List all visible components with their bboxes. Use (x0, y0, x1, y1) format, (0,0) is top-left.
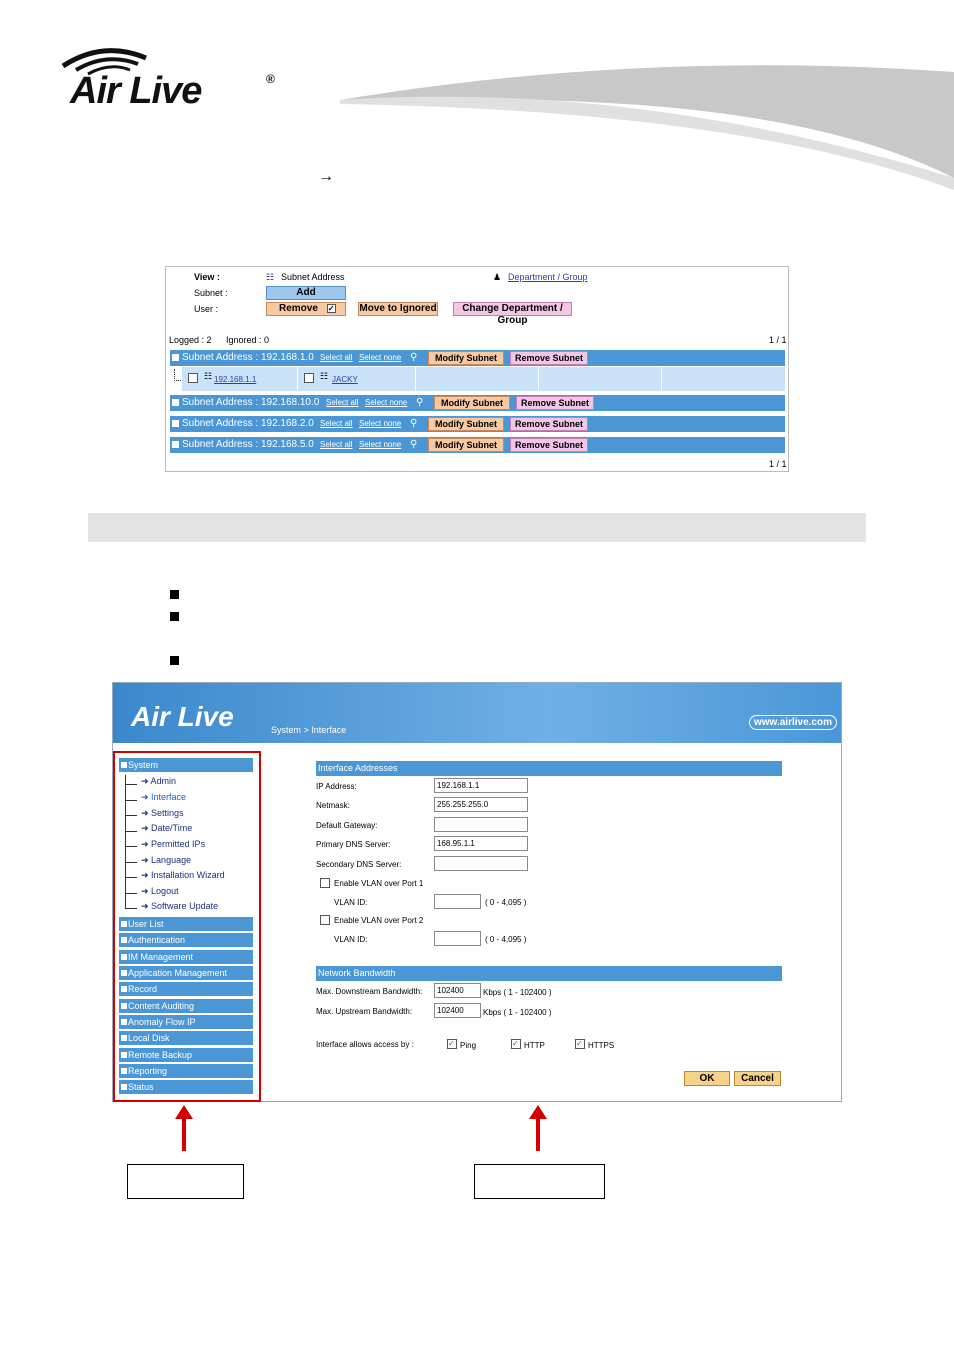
vlan-id-input[interactable] (434, 894, 481, 909)
menu-record[interactable]: Record (119, 982, 253, 997)
ip-address-label: IP Address: (316, 782, 357, 791)
collapse-icon[interactable] (172, 399, 179, 406)
gateway-label: Default Gateway: (316, 821, 378, 830)
menu-status[interactable]: Status (119, 1080, 253, 1095)
logged-count: Logged : 2 (169, 335, 212, 345)
subnet-row (170, 437, 785, 453)
user-icon: ☷ (320, 371, 329, 381)
page-indicator-top: 1 / 1 (769, 335, 787, 345)
breadcrumb: System > Interface (271, 725, 347, 735)
subnet-row-label: Subnet Address : 192.168.5.0 (182, 439, 314, 450)
subnet-row (170, 416, 785, 432)
submenu-language[interactable]: ➜ Language (141, 855, 192, 865)
user-icon: ☷ (204, 371, 213, 381)
user-row (182, 367, 785, 391)
divider (661, 367, 662, 391)
primary-dns-label: Primary DNS Server: (316, 840, 391, 849)
submenu-interface[interactable]: ➜ Interface (141, 792, 187, 802)
ignored-count: Ignored : 0 (226, 335, 270, 345)
tree-line (125, 863, 137, 878)
collapse-icon[interactable] (172, 354, 179, 361)
subnet-view-screenshot (165, 266, 789, 472)
submenu-installation-wizard[interactable]: ➜ Installation Wizard (141, 870, 225, 880)
user-link[interactable]: 192.168.1.1 (214, 375, 257, 384)
access-label: Interface allows access by : (316, 1040, 414, 1049)
downstream-label: Max. Downstream Bandwidth: (316, 987, 423, 996)
department-link[interactable]: Department / Group (508, 272, 588, 282)
divider (538, 367, 539, 391)
select-all-link[interactable]: Select all (326, 398, 359, 407)
menu-label-box (127, 1164, 244, 1199)
select-all-link[interactable]: Select all (320, 440, 353, 449)
modify-subnet-button[interactable]: Modify Subnet (428, 417, 504, 431)
subnet-row-label: Subnet Address : 192.168.10.0 (182, 397, 320, 408)
remove-checkbox[interactable]: ✓ (327, 303, 335, 313)
bullet-icon (170, 612, 179, 621)
menu-local-disk[interactable]: Local Disk (119, 1031, 253, 1046)
select-none-link[interactable]: Select none (365, 398, 408, 407)
bullet-icon (170, 656, 179, 665)
remove-button[interactable] (266, 302, 346, 316)
select-all-link[interactable]: Select all (320, 353, 353, 362)
netmask-label: Netmask: (316, 801, 350, 810)
netmask-input[interactable]: 255.255.255.0 (434, 797, 528, 812)
group-icon: ♟ (493, 272, 502, 282)
upstream-range: Kbps ( 1 - 102400 ) (483, 1008, 552, 1017)
header-swoosh (340, 60, 954, 190)
interface-screenshot (112, 682, 842, 1102)
tree-line (125, 785, 137, 801)
view-label: View : (194, 272, 220, 282)
subnet-row-label: Subnet Address : 192.168.2.0 (182, 418, 314, 429)
search-icon[interactable]: ⚲ (416, 397, 424, 408)
subnet-row (170, 395, 785, 411)
airlive-logo (58, 44, 288, 114)
ping-label: Ping (460, 1041, 477, 1050)
modify-subnet-button[interactable]: Modify Subnet (428, 351, 504, 365)
subnet-label: Subnet : (194, 288, 228, 298)
ip-address-input[interactable]: 192.168.1.1 (434, 778, 528, 793)
ok-button[interactable]: OK (684, 1071, 730, 1086)
tree-line (125, 816, 137, 832)
submenu-logout[interactable]: ➜ Logout (141, 886, 179, 896)
vlan-port1-label: Enable VLAN over Port 1 (334, 879, 424, 888)
move-to-ignored-button[interactable]: Move to Ignored (359, 303, 437, 314)
arrow-shaft (182, 1117, 186, 1151)
main-label-box (474, 1164, 605, 1199)
page-indicator-bottom: 1 / 1 (769, 459, 787, 469)
subnet-row-label: Subnet Address : 192.168.1.0 (182, 352, 314, 363)
ping-checkbox[interactable]: ✓ (447, 1039, 457, 1049)
menu-content-auditing[interactable]: Content Auditing (119, 999, 253, 1014)
http-label: HTTP (524, 1041, 545, 1050)
vlan-id-label: VLAN ID: (334, 935, 368, 944)
secondary-dns-label: Secondary DNS Server: (316, 860, 402, 869)
tree-line (125, 832, 137, 847)
add-button[interactable]: Add (266, 286, 346, 300)
remove-subnet-button[interactable]: Remove Subnet (510, 351, 588, 365)
arrow-shaft (536, 1117, 540, 1151)
subnet-address-link[interactable]: Subnet Address (281, 272, 345, 282)
menu-reporting[interactable]: Reporting (119, 1064, 253, 1079)
user-checkbox[interactable] (188, 373, 198, 383)
user-link[interactable]: JACKY (332, 375, 358, 384)
collapse-icon[interactable] (172, 441, 179, 448)
tree-line (174, 369, 181, 381)
gateway-input[interactable] (434, 817, 528, 832)
submenu-admin[interactable]: ➜ Admin (141, 776, 177, 786)
select-none-link[interactable]: Select none (359, 353, 402, 362)
interface-addresses-header: Interface Addresses (316, 761, 782, 776)
menu-application-management[interactable]: Application Management (119, 966, 253, 981)
secondary-dns-input[interactable] (434, 856, 528, 871)
menu-authentication[interactable]: Authentication (119, 933, 253, 948)
arrow-right-icon: → (318, 168, 334, 185)
submenu-date-time[interactable]: ➜ Date/Time (141, 823, 193, 833)
tree-line (125, 894, 137, 909)
https-checkbox[interactable]: ✓ (575, 1039, 585, 1049)
collapse-icon[interactable] (172, 420, 179, 427)
vlan-port2-checkbox[interactable] (320, 915, 330, 925)
vlan-range-label: ( 0 - 4,095 ) (485, 898, 527, 907)
registered-mark: ® (266, 72, 275, 86)
network-bandwidth-header: Network Bandwidth (316, 966, 782, 981)
subnet-row (170, 350, 785, 366)
vlan-id-input[interactable] (434, 931, 481, 946)
vlan-range-label: ( 0 - 4,095 ) (485, 935, 527, 944)
app-header (113, 683, 841, 743)
remove-subnet-button[interactable]: Remove Subnet (516, 396, 594, 410)
search-icon[interactable]: ⚲ (410, 352, 418, 363)
upstream-label: Max. Upstream Bandwidth: (316, 1007, 413, 1016)
tree-line (125, 847, 137, 863)
remove-button-label: Remove (279, 303, 318, 314)
network-icon: ☷ (266, 272, 275, 282)
cancel-button[interactable]: Cancel (734, 1071, 781, 1086)
select-none-link[interactable]: Select none (359, 419, 402, 428)
primary-dns-input[interactable]: 168.95.1.1 (434, 836, 528, 851)
search-icon[interactable]: ⚲ (410, 439, 418, 450)
change-department-button[interactable]: Change Department / Group (453, 302, 572, 316)
submenu-software-update[interactable]: ➜ Software Update (141, 901, 219, 911)
submenu-permitted-ips[interactable]: ➜ Permitted IPs (141, 839, 206, 849)
user-label: User : (194, 304, 219, 314)
remove-subnet-button[interactable]: Remove Subnet (510, 438, 588, 452)
tree-line (125, 878, 137, 894)
submenu-settings[interactable]: ➜ Settings (141, 808, 184, 818)
divider (415, 367, 416, 391)
logo-text: Air Live (70, 70, 202, 112)
tree-line (125, 775, 137, 785)
vlan-id-label: VLAN ID: (334, 898, 368, 907)
downstream-range: Kbps ( 1 - 102400 ) (483, 988, 552, 997)
menu-user-list[interactable]: User List (119, 917, 253, 932)
menu-anomaly-flow-ip[interactable]: Anomaly Flow IP (119, 1015, 253, 1030)
menu-im-management[interactable]: IM Management (119, 950, 253, 965)
menu-remote-backup[interactable]: Remote Backup (119, 1048, 253, 1063)
modify-subnet-button[interactable]: Modify Subnet (434, 396, 510, 410)
tree-line (125, 801, 137, 816)
menu-system[interactable]: System (119, 758, 253, 773)
modify-subnet-button[interactable]: Modify Subnet (428, 438, 504, 452)
vlan-port2-label: Enable VLAN over Port 2 (334, 916, 424, 925)
divider (297, 367, 298, 391)
downstream-input[interactable]: 102400 (434, 983, 481, 998)
section-band (88, 513, 866, 542)
select-all-link[interactable]: Select all (320, 419, 353, 428)
http-checkbox[interactable]: ✓ (511, 1039, 521, 1049)
user-checkbox[interactable] (304, 373, 314, 383)
remove-subnet-button[interactable]: Remove Subnet (510, 417, 588, 431)
website-link[interactable]: www.airlive.com (749, 715, 837, 730)
bullet-icon (170, 590, 179, 599)
https-label: HTTPS (588, 1041, 615, 1050)
search-icon[interactable]: ⚲ (410, 418, 418, 429)
upstream-input[interactable]: 102400 (434, 1003, 481, 1018)
vlan-port1-checkbox[interactable] (320, 878, 330, 888)
app-logo: Air Live (131, 701, 234, 732)
select-none-link[interactable]: Select none (359, 440, 402, 449)
